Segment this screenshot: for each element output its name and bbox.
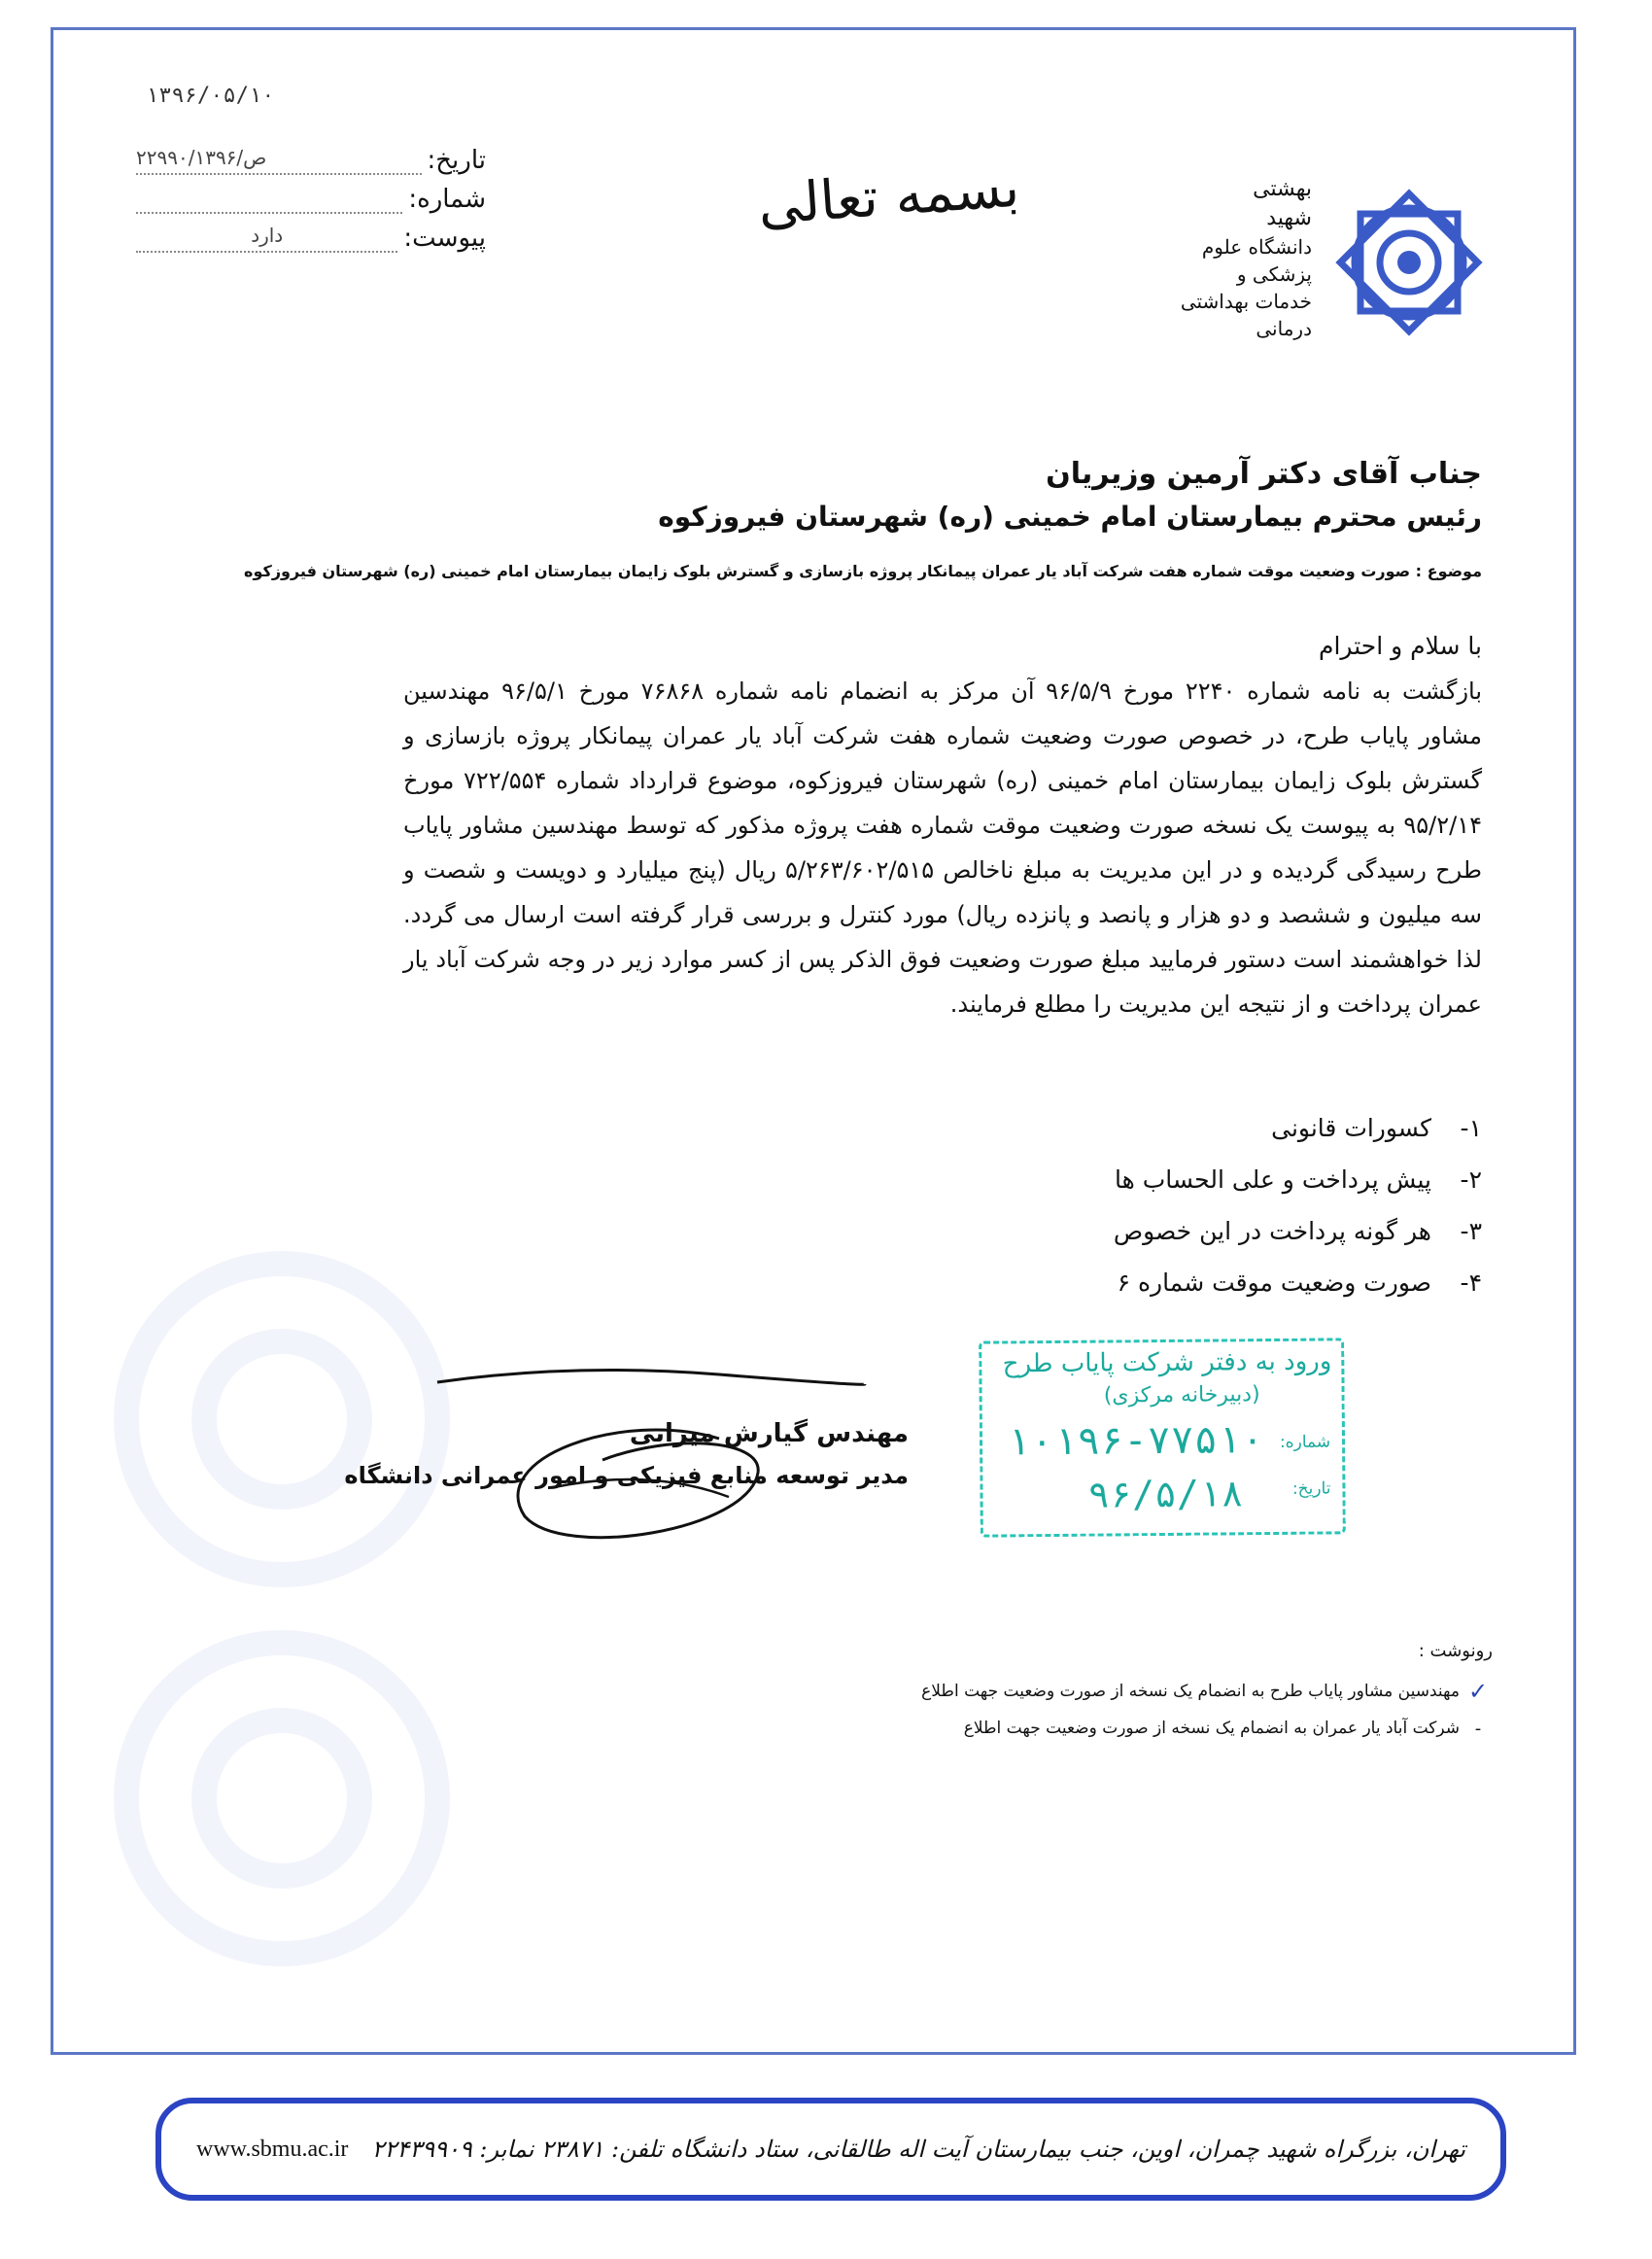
receipt-stamp (979, 1338, 1346, 1537)
logo-text-line1: بهشتی (1253, 177, 1312, 201)
signer-name: مهندس گیارش میرابی (629, 1419, 909, 1448)
letter-meta (136, 136, 486, 253)
logo-text-line3: دانشگاه علوم پزشکی و خدمات بهداشتی درمانی (1180, 235, 1312, 340)
letter-subject: موضوع : صورت وضعیت موقت شماره هفت شرکت آباد یار عمران پیمانکار پروژه بازسازی و گسترش بلوک زایمان بیمارستان امام خمینی (ره) شهرستان فیروزکوه (244, 562, 1482, 580)
recipient-name: جناب آقای دکتر آرمین وزیریان (1046, 457, 1482, 491)
stamp-title: ورود به دفتر شرکت پایاب طرح (1002, 1346, 1332, 1379)
letter-body: بازگشت به نامه شماره ۲۲۴۰ مورخ ۹۶/۵/۹ آن مرکز به انضمام نامه شماره ۷۶۸۶۸ مورخ ۹۶/۵/۱ مهندسین مشاور پایاب طرح، در خصوص صورت وضعیت شماره هفت شرکت آباد یار عمران پیمانکار پروژه بازسازی و گسترش بلوک زایمان بیمارستان امام خمینی (ره) شهرستان فیروزکوه، موضوع قرارداد شماره ۷۲۲/۵۵۴ مورخ ۹۵/۲/۱۴ به پیوست یک نسخه صورت وضعیت موقت شماره هفت پروژه مذکور که توسط مهندسین مشاور پایاب طرح رسیدگی گردیده و در این مدیریت به مبلغ ناخالص ۵/۲۶۳/۶۰۲/۵۱۵ ریال (پنج میلیارد و دویست و شصت و سه میلیون و ششصد و دو هزار و پانصد و پانزده ریال) مورد کنترل و بررسی قرار گرفته است ارسال می گردد. لذا خواهشمند است دستور فرمایید مبلغ صورت وضعیت فوق الذکر پس از کسر موارد زیر در وجه شرکت آباد یار عمران پرداخت و از نتیجه این مدیریت را مطلع فرمایند. (403, 678, 1483, 1018)
university-logo (1176, 175, 1497, 418)
meta-attachment-row (136, 214, 486, 253)
watermark-emblem (68, 1196, 496, 2032)
handwritten-date: ۱۳۹۶/۰۵/۱۰ (146, 84, 275, 108)
meta-number-row (136, 175, 486, 214)
date-label: تاریخ: (427, 146, 486, 175)
university-logo-text (1176, 175, 1312, 408)
carbon-copy-block (921, 1641, 1497, 1747)
date-value: ۲۲۹۹۰/ص/۱۳۹۶ (136, 146, 267, 169)
bismillah-heading: بسمه تعالی (756, 156, 1022, 238)
stamp-number-label: شماره: (1279, 1432, 1331, 1452)
list-item (1114, 1217, 1482, 1269)
cc-item-text: مهندسین مشاور پایاب طرح به انضمام یک نسخه از صورت وضعیت جهت اطلاع (921, 1682, 1460, 1701)
attachment-field (136, 226, 397, 253)
cc-item-text: شرکت آباد یار عمران به انضمام یک نسخه از صورت وضعیت جهت اطلاع (963, 1719, 1460, 1738)
cc-item (921, 1710, 1497, 1747)
cc-label: رونوشت : (1418, 1641, 1493, 1661)
number-field (136, 187, 402, 214)
stamp-date-value: ۹۶/۵/۱۸ (1087, 1472, 1244, 1516)
recipient-title: رئیس محترم بیمارستان امام خمینی (ره) شهرستان فیروزکوه (658, 501, 1482, 533)
list-item-text: صورت وضعیت موقت شماره ۶ (1117, 1269, 1431, 1297)
list-item-number: ۲- (1460, 1165, 1482, 1194)
list-item-text: پیش پرداخت و علی الحساب ها (1114, 1165, 1431, 1194)
signer-block (344, 1419, 909, 1489)
attachment-value: دارد (251, 224, 284, 247)
check-mark-icon: ✓ (1467, 1678, 1489, 1705)
list-item (1114, 1165, 1482, 1217)
signer-title: مدیر توسعه منابع فیزیکی و امور عمرانی دانشگاه (344, 1462, 909, 1489)
number-label: شماره: (408, 185, 486, 214)
cc-item (921, 1673, 1497, 1710)
stamp-subtitle: (دبیرخانه مرکزی) (1103, 1382, 1260, 1408)
letterhead-footer (155, 2098, 1506, 2201)
list-item-number: ۴- (1460, 1269, 1482, 1297)
attachment-label: پیوست: (403, 224, 486, 253)
salutation: با سلام و احترام (1319, 632, 1482, 660)
date-field (136, 148, 422, 175)
footer-address: تهران، بزرگراه شهید چمران، اوین، جنب بیمارستان آیت اله طالقانی، ستاد دانشگاه تلفن: ۲۳۸۷۱ نمابر: ۲۲۴۳۹۹۰۹ (371, 2136, 1465, 2163)
list-item-text: کسورات قانونی (1271, 1114, 1431, 1142)
logo-text-line2: شهید (1266, 206, 1312, 230)
recipient-block (658, 457, 1482, 533)
list-item-number: ۳- (1460, 1217, 1482, 1245)
meta-date-row (136, 136, 486, 175)
rosette-logo-icon (1331, 185, 1487, 340)
list-item (1114, 1269, 1482, 1320)
deduction-list (1114, 1114, 1482, 1320)
stamp-date-label: تاریخ: (1291, 1478, 1331, 1499)
website-link[interactable]: www.sbmu.ac.ir (196, 2136, 349, 2162)
list-item (1114, 1114, 1482, 1165)
list-item-number: ۱- (1460, 1114, 1482, 1142)
stamp-number-value: ۱۰۱۹۶-۷۷۵۱۰ (1006, 1417, 1265, 1465)
dash-mark-icon: - (1474, 1718, 1482, 1739)
list-item-text: هر گونه پرداخت در این خصوص (1113, 1217, 1431, 1245)
